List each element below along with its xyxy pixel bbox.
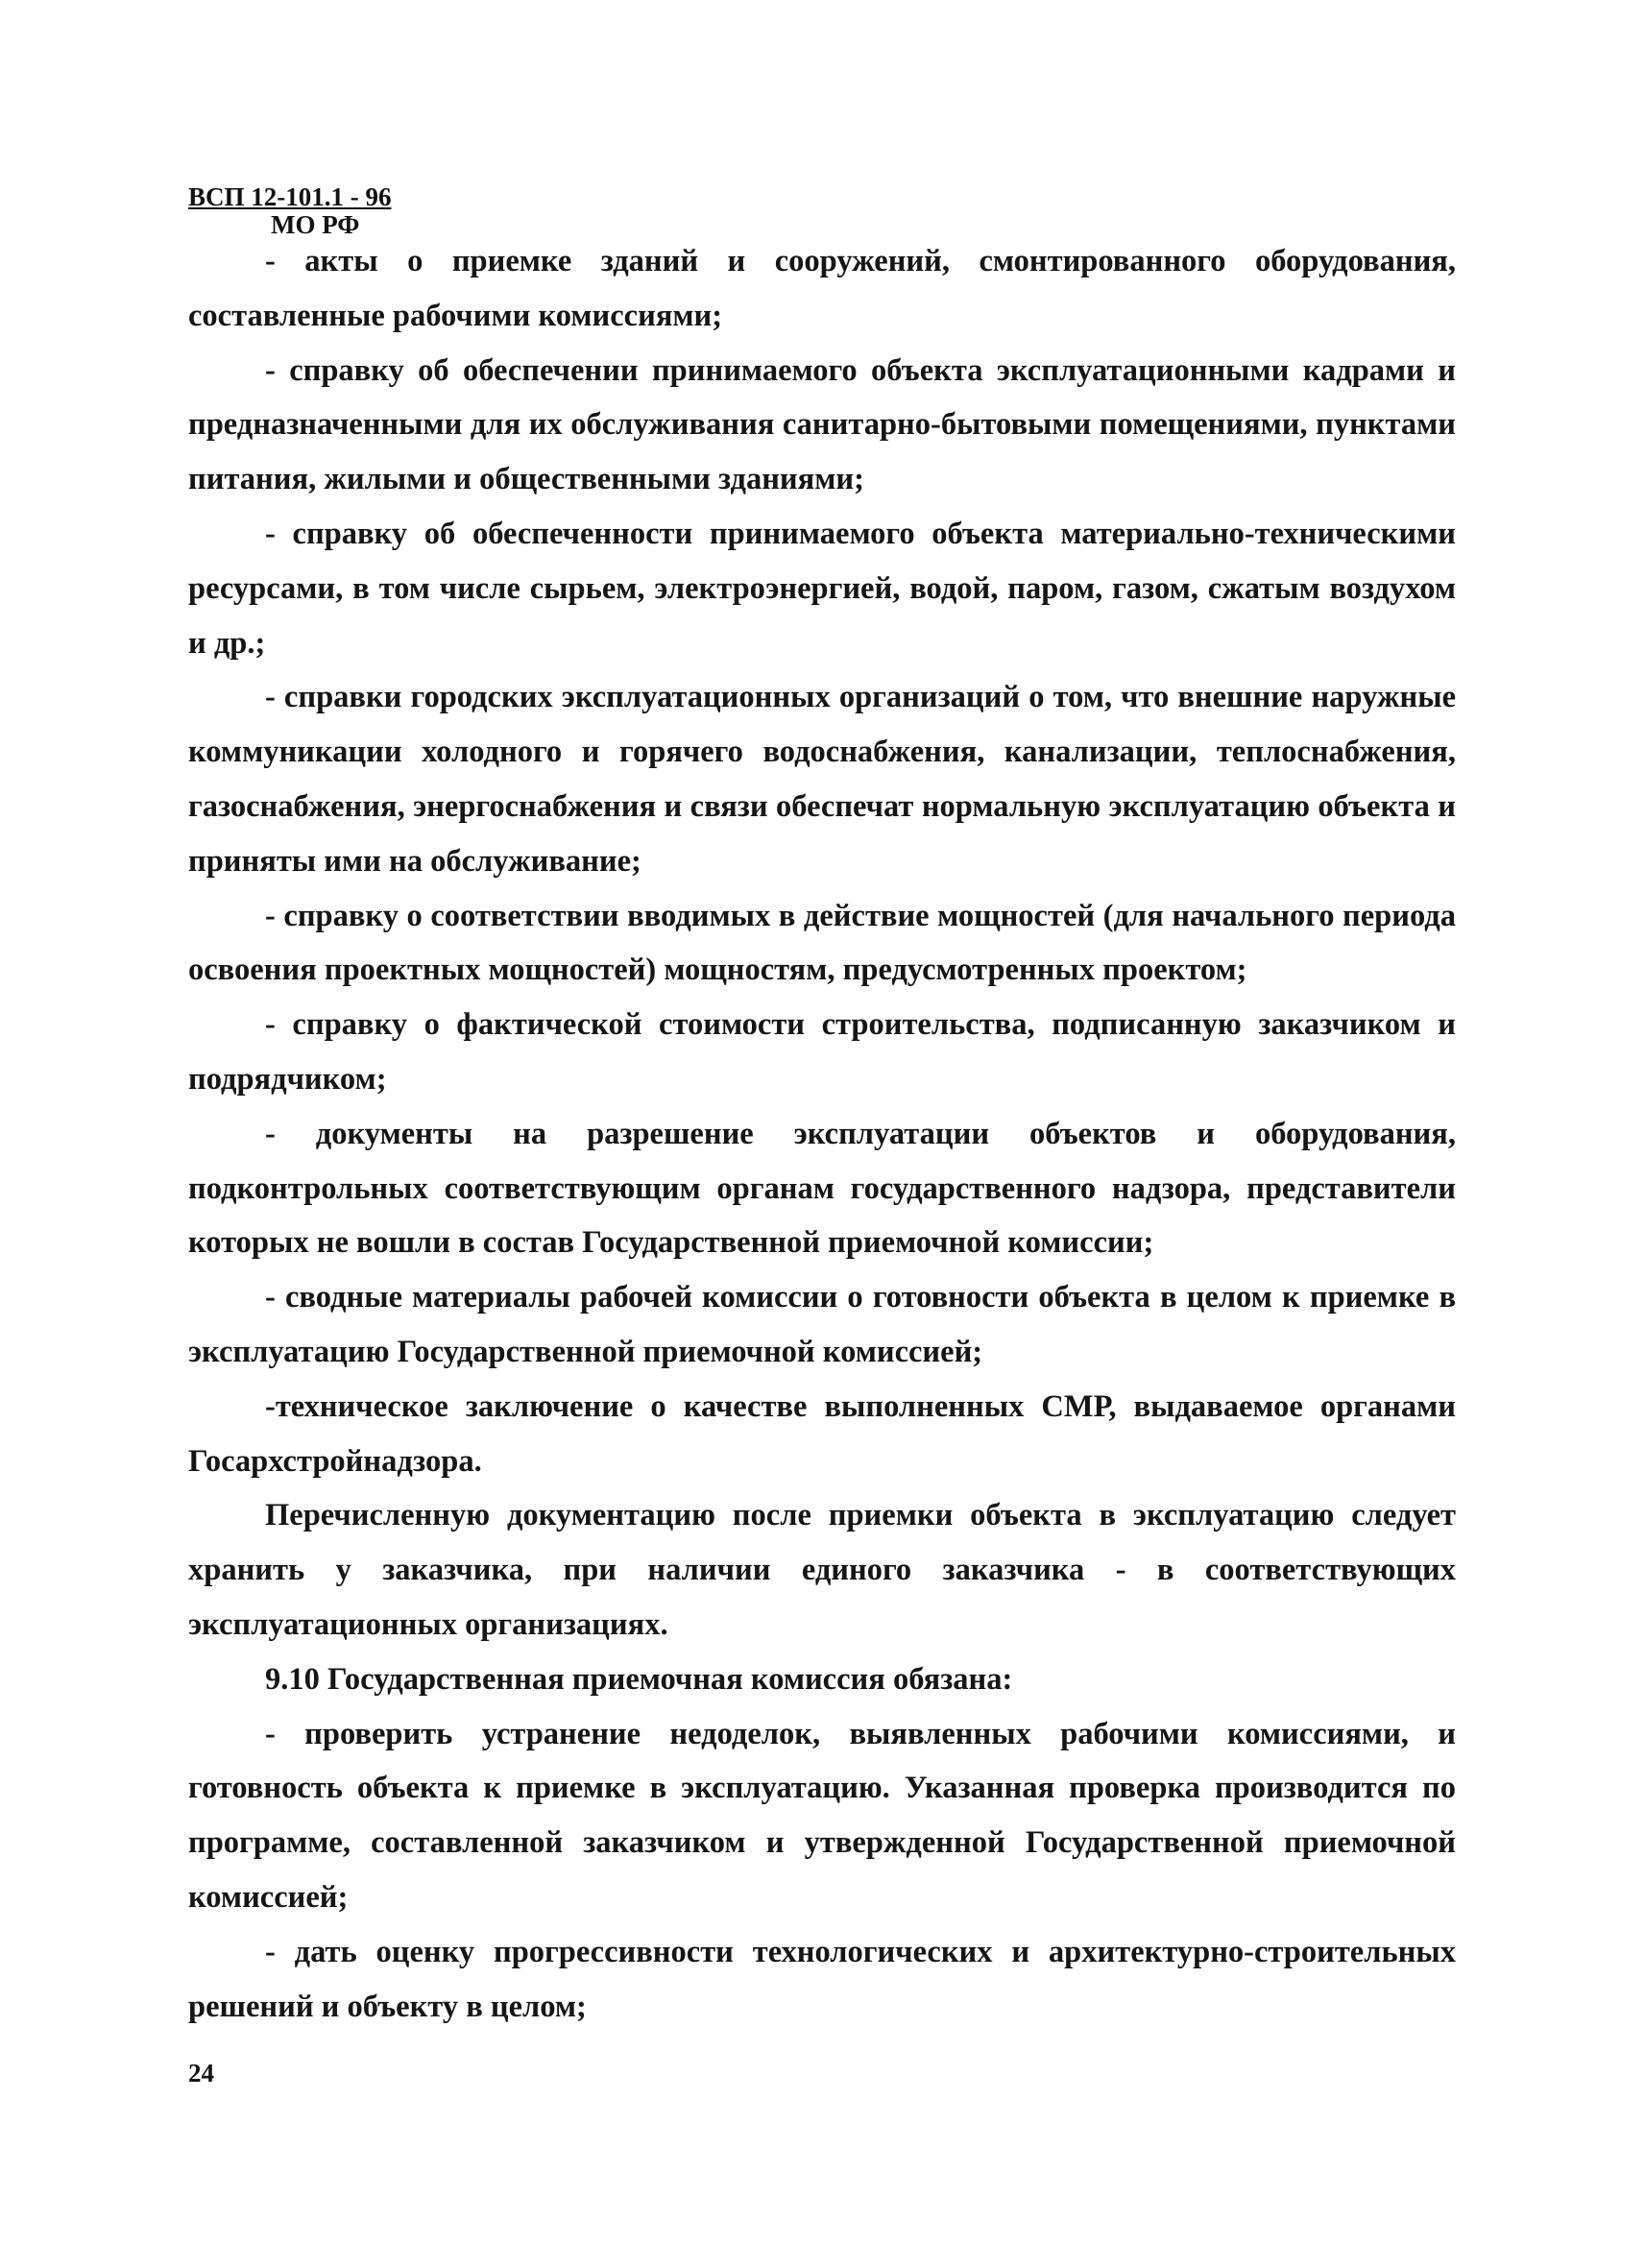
paragraph-utilities-certificates: - справки городских эксплуатационных организаций о том, что внешние наружные коммуникации холодного и горячего водоснабжения, канализации, теплоснабжения, газоснабжения, энергоснабжения и связи обеспечат нормальную эксплуатацию объекта и приняты ими на обслуживание; <box>188 680 1456 879</box>
paragraph-section-9-10: 9.10 Государственная приемочная комиссия обязана: <box>265 1661 1013 1697</box>
page-header <box>188 182 572 238</box>
paragraph-storage: Перечисленную документацию после приемки объекта в эксплуатацию следует хранить у заказчика, при наличии единого заказчика - в соответствующих эксплуатационных организациях. <box>188 1498 1456 1642</box>
paragraph-resources-certificate: - справку об обеспеченности принимаемого объекта материально-техническими ресурсами, в том числе сырьем, электроэнергией, водой, паром, газом, сжатым воздухом и др.; <box>188 516 1456 661</box>
paragraph-cost-certificate: - справку о фактической стоимости строительства, подписанную заказчиком и подрядчиком; <box>188 1007 1456 1097</box>
organization-label: МО РФ <box>271 210 360 239</box>
paragraph-permits: - документы на разрешение эксплуатации объектов и оборудования, подконтрольных соответствующим органам государственного надзора, представители которых не вошли в состав Государственной приемочной комиссии; <box>188 1116 1456 1261</box>
page-number: 24 <box>188 2059 214 2087</box>
paragraph-evaluate-solutions: - дать оценку прогрессивности технологических и архитектурно-строительных решений и объекту в целом; <box>188 1934 1456 2024</box>
paragraph-staff-certificate: - справку об обеспечении принимаемого объекта эксплуатационными кадрами и предназначенными для их обслуживания санитарно-бытовыми помещениями, пунктами питания, жилыми и общественными зданиями; <box>188 352 1456 497</box>
document-body <box>188 234 1456 2034</box>
paragraph-capacity-certificate: - справку о соответствии вводимых в действие мощностей (для начального периода освоения проектных мощностей) мощностям, предусмотренных проектом; <box>188 898 1456 988</box>
paragraph-acts: - акты о приемке зданий и сооружений, смонтированного оборудования, составленные рабочими комиссиями; <box>188 244 1456 333</box>
paragraph-technical-conclusion: -техническое заключение о качестве выполненных СМР, выдаваемое органами Госархстройнадзора. <box>188 1388 1456 1479</box>
paragraph-verify-defects: - проверить устранение недоделок, выявленных рабочими комиссиями, и готовность объекта к приемке в эксплуатацию. Указанная проверка производится по программе, составленной заказчиком и утвержденной Государственной приемочной комиссией; <box>188 1716 1456 1915</box>
paragraph-summary-materials: - сводные материалы рабочей комиссии о готовности объекта в целом к приемке в эксплуатацию Государственной приемочной комиссией; <box>188 1280 1456 1369</box>
document-code: ВСП 12-101.1 - 96 <box>188 182 392 211</box>
